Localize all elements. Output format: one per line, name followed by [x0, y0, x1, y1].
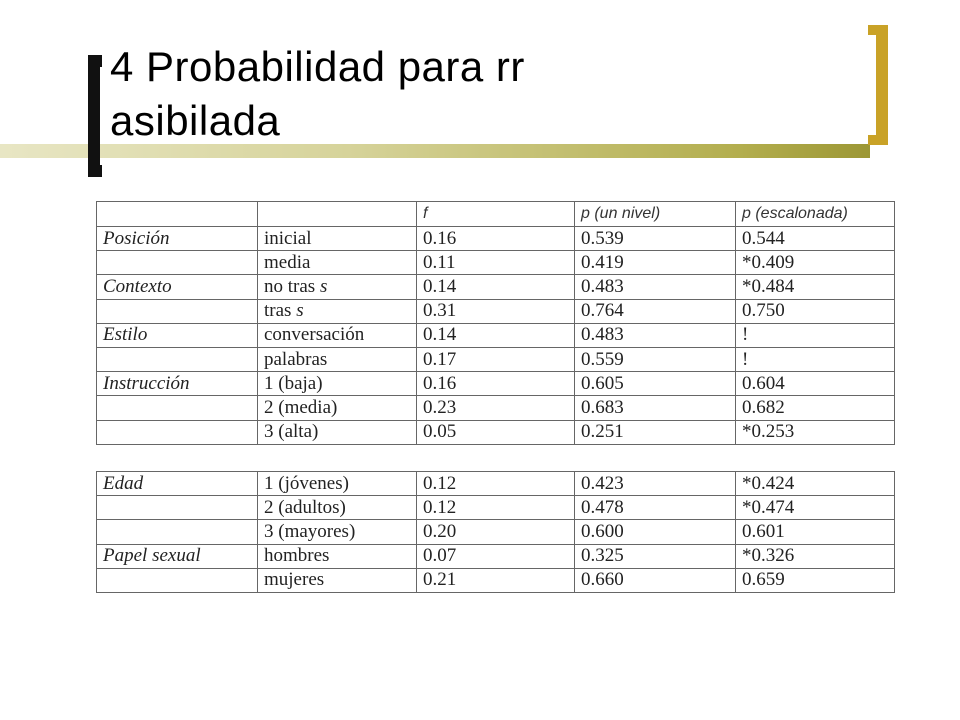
- table-cell: 0.07: [417, 544, 575, 568]
- table-cell: 0.604: [736, 372, 895, 396]
- table-cell: tras s: [258, 299, 417, 323]
- table-cell: 0.21: [417, 568, 575, 592]
- table-cell: conversación: [258, 323, 417, 347]
- table-cell: 1 (jóvenes): [258, 472, 417, 496]
- table-cell: 0.419: [575, 251, 736, 275]
- table-cell: [97, 396, 258, 420]
- table-cell: !: [736, 323, 895, 347]
- table-row: [97, 299, 895, 323]
- table-cell: 0.31: [417, 299, 575, 323]
- table-cell: 0.559: [575, 347, 736, 371]
- table-cell: 0.325: [575, 544, 736, 568]
- table-cell: 0.683: [575, 396, 736, 420]
- table-cell: 0.764: [575, 299, 736, 323]
- left-bracket-decoration: [88, 55, 102, 177]
- table-cell: 0.483: [575, 275, 736, 299]
- table-cell: 0.14: [417, 323, 575, 347]
- header-cell-f: f: [417, 202, 575, 227]
- table-cell: 0.20: [417, 520, 575, 544]
- table-cell: 0.660: [575, 568, 736, 592]
- header-cell-p-escalonada: p (escalonada): [736, 202, 895, 227]
- table-cell: Edad: [97, 472, 258, 496]
- table-cell: 0.05: [417, 420, 575, 444]
- table-row: [97, 568, 895, 592]
- table-cell: 2 (adultos): [258, 496, 417, 520]
- table-cell: Posición: [97, 227, 258, 251]
- table-row: [97, 472, 895, 496]
- table-cell: 2 (media): [258, 396, 417, 420]
- table-cell: hombres: [258, 544, 417, 568]
- slide-title-line-2: asibilada: [110, 97, 281, 144]
- right-bracket-decoration: [868, 25, 888, 145]
- slide-title-line-1: 4 Probabilidad para rr: [110, 43, 525, 90]
- probability-table-social: [96, 471, 895, 593]
- table-cell: 0.750: [736, 299, 895, 323]
- table-cell: *0.326: [736, 544, 895, 568]
- header-cell: [97, 202, 258, 227]
- probability-table-main: [96, 201, 895, 445]
- header-cell-p-un-nivel: p (un nivel): [575, 202, 736, 227]
- table-cell: 0.12: [417, 496, 575, 520]
- table-cell: [97, 568, 258, 592]
- table-cell: 0.682: [736, 396, 895, 420]
- table-row: [97, 227, 895, 251]
- table-cell: 0.14: [417, 275, 575, 299]
- table-cell: *0.253: [736, 420, 895, 444]
- table-cell: 0.483: [575, 323, 736, 347]
- table-cell: 0.544: [736, 227, 895, 251]
- table-cell: palabras: [258, 347, 417, 371]
- header-cell: [258, 202, 417, 227]
- table-cell: 0.659: [736, 568, 895, 592]
- table-cell: mujeres: [258, 568, 417, 592]
- table-cell: 0.478: [575, 496, 736, 520]
- table-cell: *0.424: [736, 472, 895, 496]
- table-header-row: [97, 202, 895, 227]
- slide-title: [110, 40, 850, 148]
- table-cell: *0.474: [736, 496, 895, 520]
- table-row: [97, 520, 895, 544]
- table-cell: 0.12: [417, 472, 575, 496]
- table-cell: *0.409: [736, 251, 895, 275]
- table-cell: [97, 520, 258, 544]
- table-cell: [97, 496, 258, 520]
- table-cell: 0.601: [736, 520, 895, 544]
- table-row: [97, 251, 895, 275]
- table-cell: 0.11: [417, 251, 575, 275]
- table-cell: [97, 347, 258, 371]
- table-cell: !: [736, 347, 895, 371]
- table-cell: 0.23: [417, 396, 575, 420]
- table-cell: 0.539: [575, 227, 736, 251]
- table-cell: 3 (mayores): [258, 520, 417, 544]
- table-cell: [97, 420, 258, 444]
- table-row: [97, 420, 895, 444]
- table-cell: 0.600: [575, 520, 736, 544]
- table-cell: 0.605: [575, 372, 736, 396]
- table-row: [97, 372, 895, 396]
- table-cell: inicial: [258, 227, 417, 251]
- table-cell: Papel sexual: [97, 544, 258, 568]
- table-row: [97, 323, 895, 347]
- table-cell: *0.484: [736, 275, 895, 299]
- table-cell: 0.423: [575, 472, 736, 496]
- table-row: [97, 275, 895, 299]
- table-cell: 0.16: [417, 372, 575, 396]
- table-cell: 3 (alta): [258, 420, 417, 444]
- table-cell: 0.16: [417, 227, 575, 251]
- table-row: [97, 544, 895, 568]
- table-cell: Instrucción: [97, 372, 258, 396]
- table-cell: Estilo: [97, 323, 258, 347]
- table-row: [97, 496, 895, 520]
- table-cell: media: [258, 251, 417, 275]
- table-cell: [97, 251, 258, 275]
- table-cell: 0.17: [417, 347, 575, 371]
- table-cell: no tras s: [258, 275, 417, 299]
- table-cell: 1 (baja): [258, 372, 417, 396]
- table-cell: Contexto: [97, 275, 258, 299]
- table-cell: [97, 299, 258, 323]
- table-cell: 0.251: [575, 420, 736, 444]
- table-row: [97, 347, 895, 371]
- table-row: [97, 396, 895, 420]
